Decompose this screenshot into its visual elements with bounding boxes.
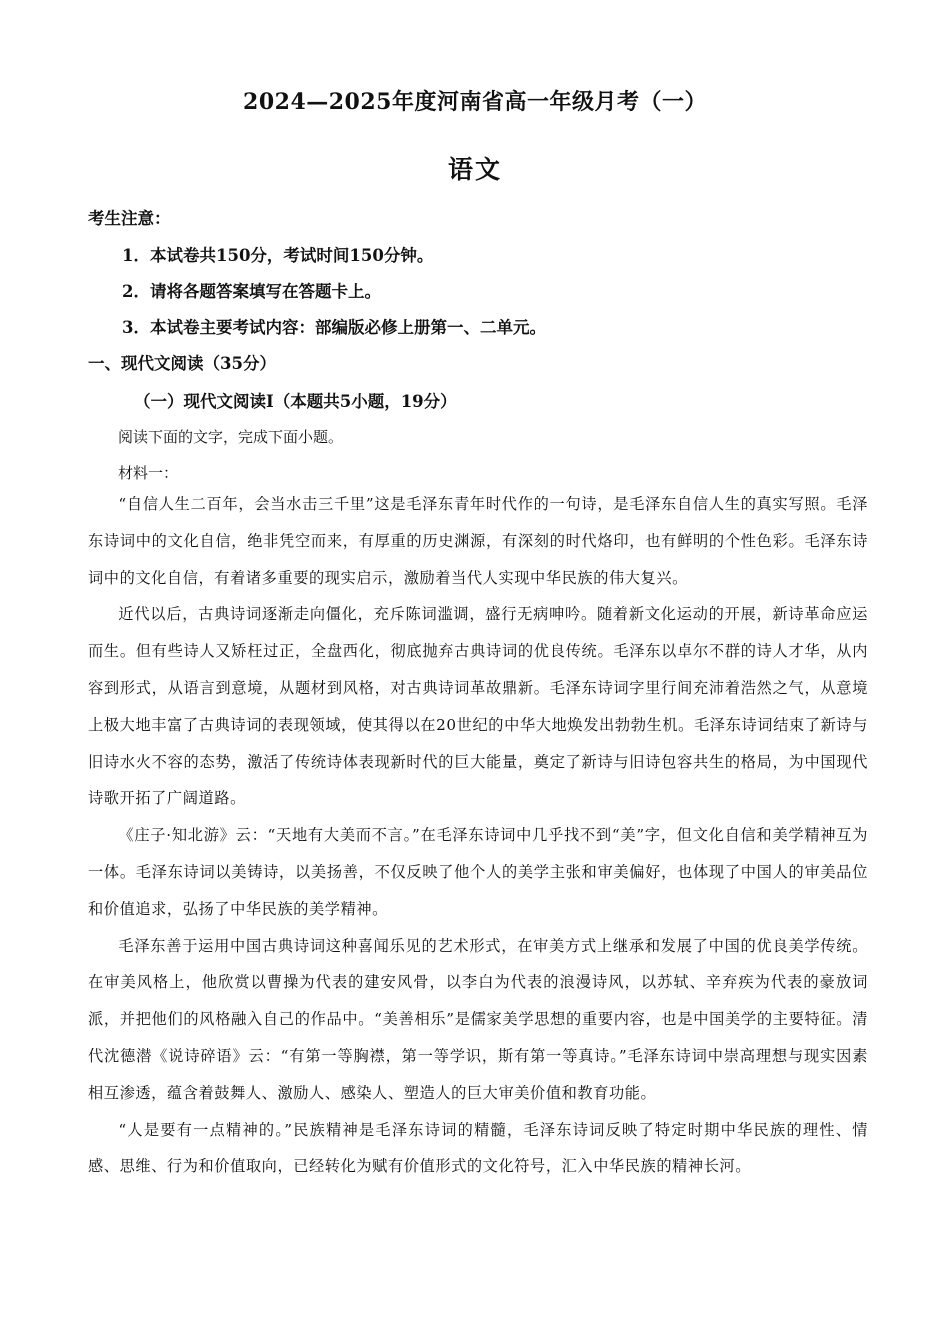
notice-item-2: 2．请将各题答案填写在答题卡上。 [122, 282, 381, 301]
passage-paragraph-1: “自信人生二百年，会当水击三千里”这是毛泽东青年时代作的一句诗，是毛泽东自信人生的真实写照。毛泽东诗词中的文化自信，绝非凭空而来，有厚重的历史渊源，有深刻的时代烙印，也有鲜明的个性色彩。毛泽东诗词中的文化自信，有着诸多重要的现实启示，激励着当代人实现中华民族的伟大复兴。 [88, 495, 868, 587]
passage-paragraph-4: 毛泽东善于运用中国古典诗词这种喜闻乐见的艺术形式，在审美方式上继承和发展了中国的优良美学传统。在审美风格上，他欣赏以曹操为代表的建安风骨，以李白为代表的浪漫诗风，以苏轼、辛弃疾为代表的豪放词派，并把他们的风格融入自己的作品中。“美善相乐”是儒家美学思想的重要内容，也是中国美学的主要特征。清代沈德潜《说诗碎语》云：“有第一等胸襟，第一等学识，斯有第一等真诗。”毛泽东诗词中崇高理想与现实因素相互渗透，蕴含着鼓舞人、激励人、感染人、塑造人的巨大审美价值和教育功能。 [88, 936, 868, 1102]
notice-heading: 考生注意： [88, 209, 171, 228]
passage-paragraph-3: 《庄子·知北游》云：“天地有大美而不言。”在毛泽东诗词中几乎找不到“美”字，但文化自信和美学精神互为一体。毛泽东诗词以美铸诗，以美扬善，不仅反映了他个人的美学主张和审美偏好，也体现了中国人的审美品位和价值追求，弘扬了中华民族的美学精神。 [88, 826, 868, 918]
subsection-heading: （一）现代文阅读Ⅰ（本题共5小题，19分） [134, 392, 457, 411]
passage-paragraph-2: 近代以后，古典诗词逐渐走向僵化，充斥陈词滥调，盛行无病呻吟。随着新文化运动的开展，新诗革命应运而生。但有些诗人又矫枉过正，全盘西化，彻底抛弃古典诗词的优良传统。毛泽东以卓尔不群的诗人才华，从内容到形式，从语言到意境，从题材到风格，对古典诗词革故鼎新。毛泽东诗词字里行间充沛着浩然之气，从意境上极大地丰富了古典诗词的表现领域，使其得以在20世纪的中华大地焕发出勃勃生机。毛泽东诗词结束了新诗与旧诗水火不容的态势，激活了传统诗体表现新时代的巨大能量，奠定了新诗与旧诗包容共生的格局，为中国现代诗歌开拓了广阔道路。 [88, 605, 868, 808]
notice-item-3: 3．本试卷主要考试内容：部编版必修上册第一、二单元。 [122, 318, 546, 337]
notice-item-1: 1．本试卷共150分，考试时间150分钟。 [122, 246, 434, 265]
material-label: 材料一： [118, 464, 179, 482]
subject-title: 语文 [447, 155, 502, 184]
reading-instruction: 阅读下面的文字，完成下面小题。 [118, 428, 344, 446]
passage-paragraph-5: “人是要有一点精神的。”民族精神是毛泽东诗词的精髓，毛泽东诗词反映了特定时期中华民族的理性、情感、思维、行为和价值取向，已经转化为赋有价值形式的文化符号，汇入中华民族的精神长河。 [88, 1120, 868, 1176]
reading-passage [88, 486, 868, 1185]
exam-title: 2024—2025年度河南省高一年级月考（一） [243, 89, 707, 115]
section-heading: 一、现代文阅读（35分） [88, 354, 276, 373]
